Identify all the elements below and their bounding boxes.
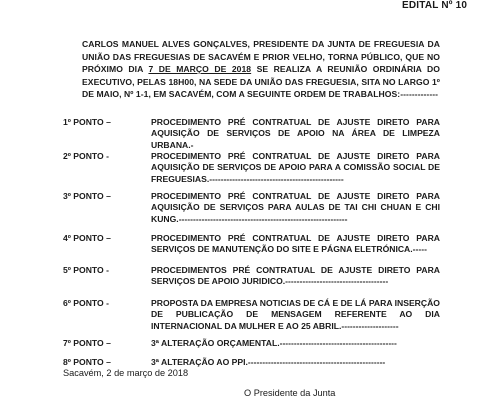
intro-text-after-date: SE REALIZA A REUNIÃO ORDINÁRIA DO EXECUTIVO, PELAS 18H00, NA SEDE DA UNIÃO DAS FREGUESIA, SITA NO LARGO 1º DE MAIO, Nº 1-1, EM SACAVÉM, COM A SEGUINTE ORDEM DE TRABALHOS:------------- xyxy=(82,64,441,100)
edital-number: EDITAL Nº 10 xyxy=(402,0,468,11)
agenda-point-text: 3ª ALTERAÇÃO AO PPI.------------------------------------------------ xyxy=(151,357,386,367)
agenda-point-number: 7º PONTO – xyxy=(63,338,111,348)
agenda-point-text: PROPOSTA DA EMPRESA NOTICIAS DE CÁ E DE LÁ PARA INSERÇÃO DE PUBLICAÇÃO DE MENSAGEM REFERENTE AO DIA INTERNACIONAL DA MULHER E AO 25 ABRIL.-------------------- xyxy=(151,298,440,331)
agenda-point-text: PROCEDIMENTO PRÉ CONTRATUAL DE AJUSTE DIRETO PARA AQUISIÇÃO DE SERVIÇOS PARA AULAS DE TAI CHI CHUAN E CHI KUNG.----------------------------------------------------------- xyxy=(151,191,440,224)
agenda-point-number: 1º PONTO – xyxy=(63,117,111,127)
agenda-point-text: PROCEDIMENTO PRÉ CONTRATUAL DE AJUSTE DIRETO PARA AQUISIÇÃO DE SERVIÇOS DE APOIO NA ÁREA DE LIMPEZA URBANA.- xyxy=(151,117,440,150)
agenda-point-number: 2º PONTO - xyxy=(63,151,109,161)
agenda-point-number: 4º PONTO – xyxy=(63,233,111,243)
agenda-point-text: PROCEDIMENTO PRÉ CONTRATUAL DE AJUSTE DIRETO PARA SERVIÇOS DE MANUTENÇÃO DO SITE E PÁGNA ELETRÓNICA.----- xyxy=(151,233,440,255)
meeting-date: 7 DE MARÇO DE 2018 xyxy=(148,64,252,75)
intro-text-before-date: CARLOS MANUEL ALVES GONÇALVES, PRESIDENTE DA JUNTA DE FREGUESIA DA UNIÃO DAS FREGUESIAS DE SACAVÉM E PRIOR VELHO, TORNA PÚBLICO, QUE NO PRÓXIMO DIA xyxy=(82,39,440,75)
place-and-date: Sacavém, 2 de março de 2018 xyxy=(63,368,189,378)
president-signature-line: O Presidente da Junta xyxy=(244,388,336,398)
agenda-point-number: 8º PONTO – xyxy=(63,357,111,367)
agenda-point-number: 3º PONTO – xyxy=(63,191,111,201)
agenda-point-text: PROCEDIMENTOS PRÉ CONTRATUAL DE AJUSTE DIRETO PARA SERVIÇOS DE APOIO JURIDICO.------------------------------------ xyxy=(151,265,440,287)
agenda-point-text: 3ª ALTERAÇÃO ORÇAMENTAL.----------------------------------------- xyxy=(151,338,397,348)
intro-paragraph xyxy=(82,38,440,101)
agenda-point-number: 5º PONTO - xyxy=(63,265,109,275)
agenda-point-text: PROCEDIMENTO PRÉ CONTRATUAL DE AJUSTE DIRETO PARA AQUISIÇÃO DE SERVIÇOS DE APOIO PARA A COMISSÃO SOCIAL DE FREGUESIAS.----------------------------------------------- xyxy=(151,151,440,184)
agenda-point-number: 6º PONTO - xyxy=(63,298,109,308)
